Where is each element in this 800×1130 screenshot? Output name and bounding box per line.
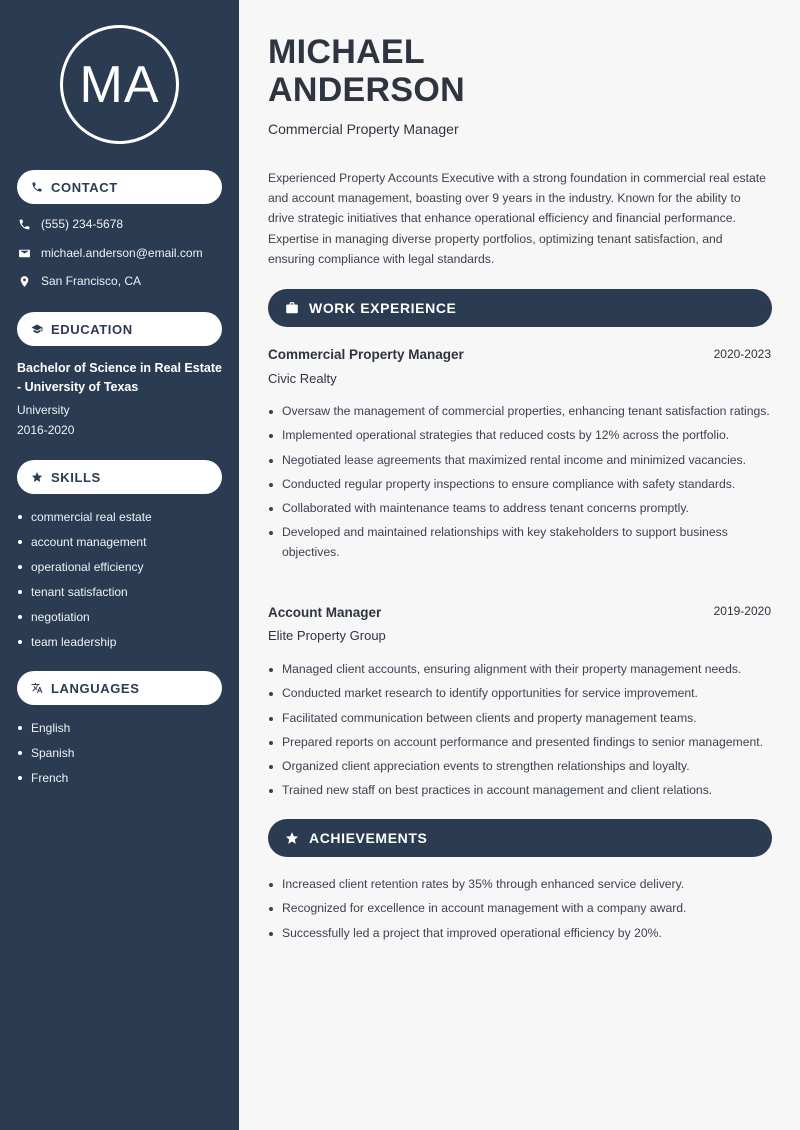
job-bullet: Organized client appreciation events to strengthen relationships and loyalty. — [268, 757, 772, 776]
skills-heading — [17, 460, 222, 494]
work-experience-heading-label: WORK EXPERIENCE — [309, 300, 457, 316]
job-bullet: Prepared reports on account performance and presented findings to senior management. — [268, 733, 772, 752]
contact-heading — [17, 170, 222, 204]
job-bullet: Developed and maintained relationships with key stakeholders to support business objectives. — [268, 523, 772, 562]
location-pin-icon — [17, 274, 31, 288]
languages-heading-label: LANGUAGES — [51, 680, 140, 696]
contact-location-text: San Francisco, CA — [41, 274, 142, 288]
job-1-title: Commercial Property Manager — [268, 347, 464, 362]
job-2-company: Elite Property Group — [268, 628, 386, 643]
education-heading — [17, 312, 222, 346]
job-bullet: Facilitated communication between clients and property management teams. — [268, 709, 772, 728]
job-bullet: Implemented operational strategies that reduced costs by 12% across the portfolio. — [268, 426, 772, 445]
job-1-bullets — [268, 402, 772, 567]
work-experience-heading — [268, 289, 772, 327]
job-bullet: Oversaw the management of commercial properties, enhancing tenant satisfaction ratings. — [268, 402, 772, 421]
education-degree: Bachelor of Science in Real Estate - University of Texas — [17, 361, 222, 394]
monogram-avatar: MA — [60, 25, 179, 144]
job-2-bullets — [268, 660, 772, 806]
skills-list — [17, 508, 152, 658]
phone-icon — [17, 217, 31, 231]
star-icon — [285, 831, 299, 845]
phone-icon — [31, 181, 43, 193]
contact-phone-text: (555) 234-5678 — [41, 217, 124, 231]
language-item: English — [17, 719, 74, 744]
briefcase-icon — [285, 301, 299, 315]
skill-item: account management — [17, 533, 152, 558]
job-bullet: Managed client accounts, ensuring alignment with their property management needs. — [268, 660, 772, 679]
envelope-icon — [17, 246, 31, 260]
achievement-item: Recognized for excellence in account management with a company award. — [268, 899, 772, 918]
contact-phone[interactable] — [17, 217, 123, 231]
achievements-heading — [268, 819, 772, 857]
translate-icon — [31, 682, 43, 694]
name-last: ANDERSON — [268, 71, 465, 109]
job-2-dates: 2019-2020 — [713, 604, 771, 618]
skill-item: team leadership — [17, 633, 152, 658]
star-icon — [31, 471, 43, 483]
contact-heading-label: CONTACT — [51, 179, 118, 195]
languages-heading — [17, 671, 222, 705]
education-years: 2016-2020 — [17, 423, 75, 437]
achievement-item: Increased client retention rates by 35% through enhanced service delivery. — [268, 875, 772, 894]
job-1-dates: 2020-2023 — [713, 347, 771, 361]
education-institution: University — [17, 403, 70, 417]
contact-location — [17, 274, 141, 288]
achievements-heading-label: ACHIEVEMENTS — [309, 830, 428, 846]
contact-email[interactable] — [17, 246, 203, 260]
language-item: Spanish — [17, 744, 74, 769]
education-heading-label: EDUCATION — [51, 321, 133, 337]
skill-item: operational efficiency — [17, 558, 152, 583]
graduation-cap-icon — [31, 323, 43, 335]
languages-list — [17, 719, 74, 794]
contact-email-text: michael.anderson@email.com — [41, 246, 203, 260]
job-bullet: Trained new staff on best practices in account management and client relations. — [268, 781, 772, 800]
sidebar — [0, 0, 239, 1130]
achievement-item: Successfully led a project that improved operational efficiency by 20%. — [268, 924, 772, 943]
job-bullet: Negotiated lease agreements that maximized rental income and minimized vacancies. — [268, 451, 772, 470]
job-title-headline: Commercial Property Manager — [268, 121, 459, 137]
skill-item: tenant satisfaction — [17, 583, 152, 608]
profile-summary: Experienced Property Accounts Executive with a strong foundation in commercial real estate and account management, boasting over 9 years in the industry. Known for the ability to drive strategic initiatives that enhance operational efficiency and financial performance. Expertise in managing diverse property portfolios, optimizing tenant satisfaction, and ensuring compliance with legal standards. — [268, 171, 766, 266]
name-first: MICHAEL — [268, 33, 425, 71]
language-item: French — [17, 769, 74, 794]
job-bullet: Conducted regular property inspections to ensure compliance with safety standards. — [268, 475, 772, 494]
achievements-list — [268, 875, 772, 948]
candidate-name — [268, 33, 465, 109]
job-bullet: Collaborated with maintenance teams to address tenant concerns promptly. — [268, 499, 772, 518]
skill-item: commercial real estate — [17, 508, 152, 533]
job-bullet: Conducted market research to identify opportunities for service improvement. — [268, 684, 772, 703]
skill-item: negotiation — [17, 608, 152, 633]
skills-heading-label: SKILLS — [51, 469, 101, 485]
job-1-company: Civic Realty — [268, 371, 337, 386]
job-2-title: Account Manager — [268, 605, 382, 620]
